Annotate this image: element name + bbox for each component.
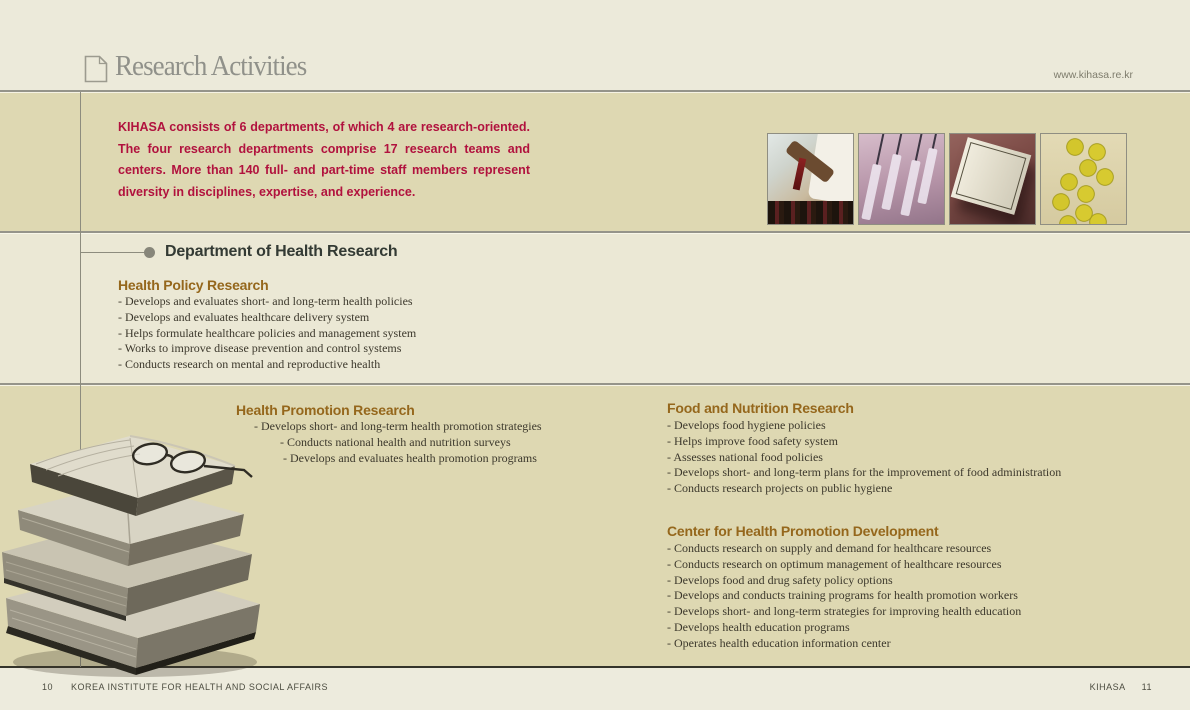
photo-strip bbox=[767, 133, 1127, 225]
section-title-food-nutrition: Food and Nutrition Research bbox=[667, 400, 854, 416]
photo-decor-syringe bbox=[900, 160, 920, 217]
photo-decor-pad bbox=[951, 137, 1032, 215]
footer-page-number-left: 10 bbox=[42, 682, 54, 692]
list-item: - Develops food and drug safety policy options bbox=[667, 572, 893, 587]
list-health-policy bbox=[118, 294, 416, 373]
books-photo bbox=[0, 402, 268, 685]
divider-intro bbox=[0, 231, 1190, 233]
footer-right bbox=[1090, 682, 1152, 692]
list-item: - Conducts research on supply and demand for healthcare resources bbox=[667, 541, 992, 555]
page-title: Research Activities bbox=[115, 50, 307, 82]
list-item: - Conducts research on mental and reproductive health bbox=[118, 357, 381, 372]
list-item: - Assesses national food policies bbox=[667, 449, 823, 464]
list-item: - Develops and evaluates short- and long-term health policies bbox=[118, 294, 413, 308]
page-icon bbox=[84, 55, 108, 88]
photo-prescription-pad bbox=[949, 133, 1036, 225]
list-health-promotion bbox=[236, 419, 542, 466]
list-item: - Develops health education programs bbox=[667, 619, 850, 634]
footer-page-number-right: 11 bbox=[1141, 682, 1152, 692]
list-item: - Operates health education information center bbox=[667, 635, 891, 650]
list-item: - Helps improve food safety system bbox=[667, 433, 838, 448]
list-item: - Develops and evaluates health promotion programs bbox=[283, 450, 537, 465]
footer-brand: KIHASA bbox=[1089, 682, 1126, 692]
section-title-health-policy: Health Policy Research bbox=[118, 277, 269, 293]
photo-lab-sample-testing bbox=[767, 133, 854, 225]
list-food-nutrition bbox=[667, 418, 1061, 497]
list-item: - Helps formulate healthcare policies and management system bbox=[118, 325, 417, 340]
list-item: - Conducts research on optimum management of healthcare resources bbox=[667, 556, 1002, 571]
photo-syringes bbox=[858, 133, 945, 225]
list-item: - Conducts research projects on public hygiene bbox=[667, 481, 893, 496]
list-item: - Conducts national health and nutrition surveys bbox=[280, 434, 511, 449]
department-title: Department of Health Research bbox=[165, 243, 398, 260]
section-connector-line bbox=[80, 252, 145, 253]
list-item: - Develops short- and long-term plans for the improvement of food administration bbox=[667, 465, 1062, 480]
photo-decor-tube-rack bbox=[768, 201, 853, 224]
photo-decor-test-tube bbox=[793, 158, 807, 191]
list-item: - Develops and evaluates healthcare delivery system bbox=[118, 309, 370, 324]
list-item: - Develops food hygiene policies bbox=[667, 418, 826, 432]
divider-middle bbox=[0, 383, 1190, 385]
section-title-health-promotion: Health Promotion Research bbox=[236, 402, 415, 418]
list-item: - Develops short- and long-term health promotion strategies bbox=[254, 419, 542, 433]
list-item: - Develops and conducts training programs for health promotion workers bbox=[667, 588, 1018, 603]
footer-institute-name: KOREA INSTITUTE FOR HEALTH AND SOCIAL AFFAIRS bbox=[71, 682, 329, 692]
section-bullet-icon bbox=[144, 247, 155, 258]
list-item: - Works to improve disease prevention and control systems bbox=[118, 341, 402, 356]
website-url: www.kihasa.re.kr bbox=[1053, 69, 1133, 81]
photo-decor-syringe bbox=[881, 154, 901, 211]
photo-decor-syringe bbox=[861, 164, 881, 221]
list-health-promotion-center bbox=[667, 541, 1021, 652]
intro-paragraph: KIHASA consists of 6 departments, of which 4 are research-oriented. The four research departments comprise 17 research teams and centers. More than 140 full- and part-time staff members represent diversity in disciplines, expertise, and experience. bbox=[118, 120, 530, 199]
photo-decor-syringe bbox=[917, 148, 937, 205]
photo-yellow-pills bbox=[1040, 133, 1127, 225]
section-title-health-promotion-center: Center for Health Promotion Development bbox=[667, 523, 939, 539]
list-item: - Develops short- and long-term strategies for improving health education bbox=[667, 604, 1022, 619]
divider-header bbox=[0, 90, 1190, 92]
